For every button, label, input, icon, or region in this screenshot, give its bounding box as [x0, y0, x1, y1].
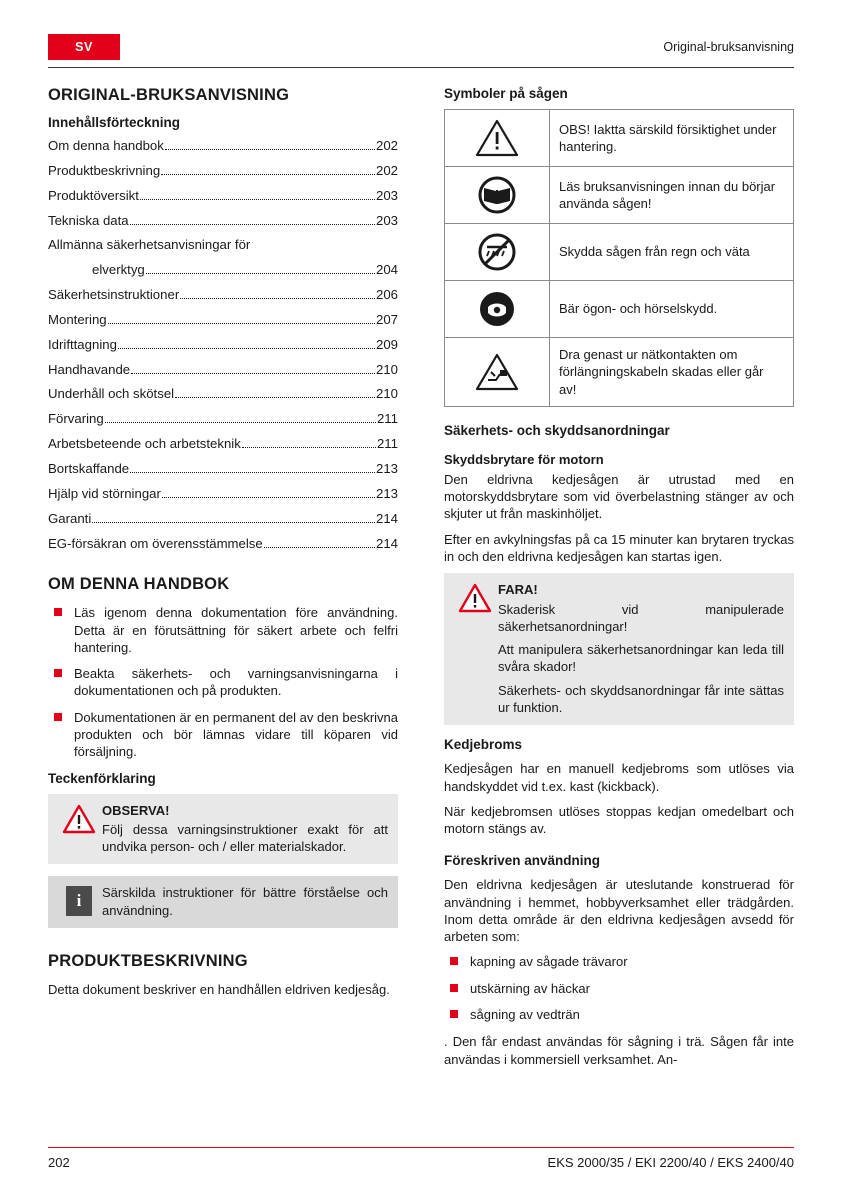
toc-entry[interactable] [48, 312, 398, 328]
page-header [48, 34, 794, 68]
toc-entry[interactable] [48, 411, 398, 427]
legend-heading: Teckenförklaring [48, 770, 156, 786]
toc-entry-page: 211 [376, 436, 398, 452]
toc-entry-label: EG-försäkran om överensstämmelse [48, 535, 263, 551]
toc-entry-label: Garanti [48, 510, 92, 526]
eye-ear-protection-icon [445, 281, 550, 338]
toc-entry[interactable] [48, 163, 398, 179]
table-row [445, 167, 794, 224]
no-rain-icon [445, 224, 550, 281]
footer-page-number: 202 [48, 1155, 70, 1170]
toc-entry-page: 202 [375, 138, 398, 153]
motor-protection-paragraph: Efter en avkylningsfas på ca 15 minuter kan brytaren tryckas in och den eldrivna kedjesågen kan startas igen. [444, 531, 794, 564]
table-row [445, 110, 794, 167]
toc-entry[interactable] [48, 486, 398, 502]
toc-entry-label: Arbetsbeteende och arbetsteknik [48, 436, 241, 452]
observe-notice-box [48, 794, 398, 865]
intended-use-intro: Den eldrivna kedjesågen är uteslutande konstruerad för användning i hemmet, hobbyverksamhet eller trädgården. Inom detta område är den eldrivna kedjesågen avsedd för arbeten som: [444, 877, 794, 945]
footer-model-list: EKS 2000/35 / EKI 2200/40 / EKS 2400/40 [547, 1155, 794, 1170]
danger-notice-paragraph: Säkerhets- och skyddsanordningar får inte sättas ur funktion. [498, 682, 784, 715]
toc-entry-page: 203 [375, 187, 398, 203]
motor-protection-paragraph: Den eldrivna kedjesågen är utrustad med en motorskyddsbrytare som vid överbelastning stänger av och skjuter ut från maskinhöljet. [444, 471, 794, 522]
symbols-heading: Symboler på sågen [444, 86, 568, 101]
toc-entry-label: Om denna handbok [48, 138, 164, 153]
toc-entry-page: 206 [375, 287, 398, 303]
table-row [445, 281, 794, 338]
toc-entry[interactable] [48, 213, 398, 229]
produktbeskrivning-text: Detta dokument beskriver en handhållen eldriven kedjesåg. [48, 982, 390, 997]
toc-entry-label: Handhavande [48, 361, 131, 377]
observe-notice-text [102, 802, 388, 856]
toc-entry-page: 210 [375, 361, 398, 377]
list-item-text: Läs igenom denna dokumentation före användning. Detta är en förutsättning för säkert arbete och felfri hantering. [74, 605, 398, 655]
document-title: ORIGINAL-BRUKSANVISNING [48, 86, 290, 104]
list-item [48, 665, 398, 700]
toc-dot-leader [108, 323, 375, 324]
bullet-square-icon [450, 957, 458, 965]
toc-entry[interactable] [48, 511, 398, 527]
toc-entry-page: 213 [375, 485, 398, 501]
bullet-square-icon [450, 984, 458, 992]
toc-dot-leader [140, 199, 375, 200]
symbols-table [444, 109, 794, 407]
list-item-text: Dokumentationen är en permanent del av den beskrivna produkten och bör lämnas vidare till köparen vid försäljning. [74, 709, 398, 760]
toc-entry-page: 202 [375, 162, 398, 178]
chain-brake-paragraph: När kedjebromsen utlöses stoppas kedjan omedelbart och motorn stängs av. [444, 803, 794, 837]
toc-dot-leader [130, 224, 375, 225]
page-footer [48, 1155, 794, 1170]
toc-dot-leader [264, 547, 375, 548]
danger-notice-paragraph: Att manipulera säkerhetsanordningar kan leda till svåra skador! [498, 642, 784, 675]
toc-entry-label: Förvaring [48, 411, 104, 427]
toc-entry-label: Bortskaffande [48, 460, 130, 476]
toc-entry[interactable] [48, 436, 398, 452]
toc-entry-label: Hjälp vid störningar [48, 485, 161, 501]
symbol-description: Läs bruksanvisningen innan du börjar använda sågen! [550, 167, 794, 224]
toc-entry-label: Produktöversikt [48, 187, 139, 203]
toc-entry[interactable] [48, 536, 398, 552]
section-heading-produktbeskrivning: PRODUKTBESKRIVNING [48, 952, 248, 970]
list-item [444, 953, 794, 970]
read-manual-icon [445, 167, 550, 224]
toc-entry-page: 203 [375, 212, 398, 228]
toc-entry-page: 211 [376, 411, 398, 427]
symbol-description: Skydda sågen från regn och väta [550, 224, 794, 281]
toc-entry-label: elverktyg [92, 262, 145, 278]
toc-dot-leader [130, 472, 375, 473]
toc-dot-leader [165, 149, 375, 150]
list-item [48, 604, 398, 656]
unplug-cable-icon [445, 338, 550, 407]
symbol-description: Dra genast ur nätkontakten om förlängningskabeln skadas eller går av! [550, 338, 794, 407]
toc-dot-leader [131, 373, 375, 374]
motor-protection-heading: Skyddsbrytare för motorn [444, 451, 604, 467]
handbok-bullet-list [48, 604, 398, 760]
intended-use-heading: Föreskriven användning [444, 853, 601, 869]
intended-use-bullet-list [444, 953, 794, 1023]
toc-dot-leader [162, 497, 375, 498]
toc-entry-label: Underhåll och skötsel [48, 386, 175, 402]
toc-dot-leader [242, 447, 376, 448]
list-item-text: kapning av sågade trävaror [470, 954, 628, 970]
header-divider [48, 67, 794, 68]
symbol-description: Bär ögon- och hörselskydd. [550, 281, 794, 338]
section-heading-om-denna-handbok: OM DENNA HANDBOK [48, 575, 230, 594]
toc-dot-leader [105, 422, 376, 423]
toc-dot-leader [92, 522, 375, 523]
table-row [445, 338, 794, 407]
toc-entry-page: 213 [375, 460, 398, 476]
toc-entry[interactable] [48, 386, 398, 402]
chain-brake-heading: Kedjebroms [444, 737, 523, 753]
toc-entry-page: 207 [375, 311, 398, 327]
info-icon: i [56, 884, 102, 919]
toc-dot-leader [175, 397, 375, 398]
toc-entry-label: Idrifttagning [48, 336, 117, 352]
table-row [445, 224, 794, 281]
two-column-body [48, 86, 794, 1076]
toc-dot-leader [146, 273, 375, 274]
header-title: Original-bruksanvisning [663, 40, 794, 54]
list-item [444, 1006, 794, 1023]
toc-entry[interactable] [48, 337, 398, 353]
footer-divider [48, 1147, 794, 1148]
toc-heading: Innehållsförteckning [48, 115, 181, 130]
toc-entry-label: Säkerhetsinstruktioner [48, 287, 180, 303]
observe-notice-body: Följ dessa varningsinstruktioner exakt för att undvika person- och / eller materialskador. [102, 821, 388, 855]
toc-entry-page: 210 [375, 386, 398, 402]
toc-entry[interactable] [48, 262, 398, 278]
toc-entry-page: 214 [375, 510, 398, 526]
language-badge: SV [48, 34, 120, 60]
toc-entry[interactable] [48, 287, 398, 303]
bullet-square-icon [450, 1010, 458, 1018]
bullet-square-icon [54, 608, 62, 616]
list-item-text: Beakta säkerhets- och varningsanvisningarna i dokumentationen och på produkten. [74, 666, 398, 699]
list-item [444, 980, 794, 997]
toc-entry-wrapped-line: Allmänna säkerhetsanvisningar för [48, 237, 251, 253]
toc-dot-leader [180, 298, 375, 299]
bullet-square-icon [54, 669, 62, 677]
observe-notice-title: OBSERVA! [102, 802, 170, 818]
list-item [48, 709, 398, 761]
toc-entry[interactable] [48, 362, 398, 378]
toc-entry[interactable] [48, 188, 398, 204]
table-of-contents [48, 138, 398, 551]
toc-entry-page: 209 [375, 336, 398, 352]
toc-entry[interactable] [48, 461, 398, 477]
danger-notice-text [498, 581, 784, 716]
safety-devices-heading: Säkerhets- och skyddsanordningar [444, 422, 670, 438]
danger-notice-box [444, 573, 794, 725]
toc-entry-page: 214 [375, 535, 398, 551]
toc-entry-label: Tekniska data [48, 212, 129, 228]
danger-triangle-icon [452, 581, 498, 716]
info-notice-box [48, 876, 398, 928]
toc-entry-label: Montering [48, 311, 107, 327]
warning-triangle-icon [56, 802, 102, 856]
danger-notice-paragraph: Skaderisk vid manipulerade säkerhetsanordningar! [498, 601, 784, 634]
bullet-square-icon [54, 713, 62, 721]
chain-brake-paragraph: Kedjesågen har en manuell kedjebroms som utlöses via handskyddet vid t.ex. kast (kickback). [444, 761, 794, 794]
info-notice-text: Särskilda instruktioner för bättre förståelse och användning. [102, 885, 388, 918]
toc-entry[interactable] [48, 138, 398, 154]
intended-use-outro: . Den får endast användas för sågning i trä. Sågen får inte användas i kommersiell verksamhet. An- [444, 1034, 794, 1067]
left-column [48, 86, 398, 1076]
list-item-text: sågning av vedträn [470, 1007, 580, 1023]
warning-triangle-icon [445, 110, 550, 167]
toc-entry-page: 204 [375, 262, 398, 278]
list-item-text: utskärning av häckar [470, 980, 590, 996]
danger-notice-title: FARA! [498, 582, 538, 598]
symbol-description: OBS! Iaktta särskild försiktighet under hantering. [550, 110, 794, 167]
right-column [444, 86, 794, 1076]
toc-dot-leader [118, 348, 375, 349]
toc-entry-label: Produktbeskrivning [48, 162, 161, 178]
toc-dot-leader [161, 174, 375, 175]
